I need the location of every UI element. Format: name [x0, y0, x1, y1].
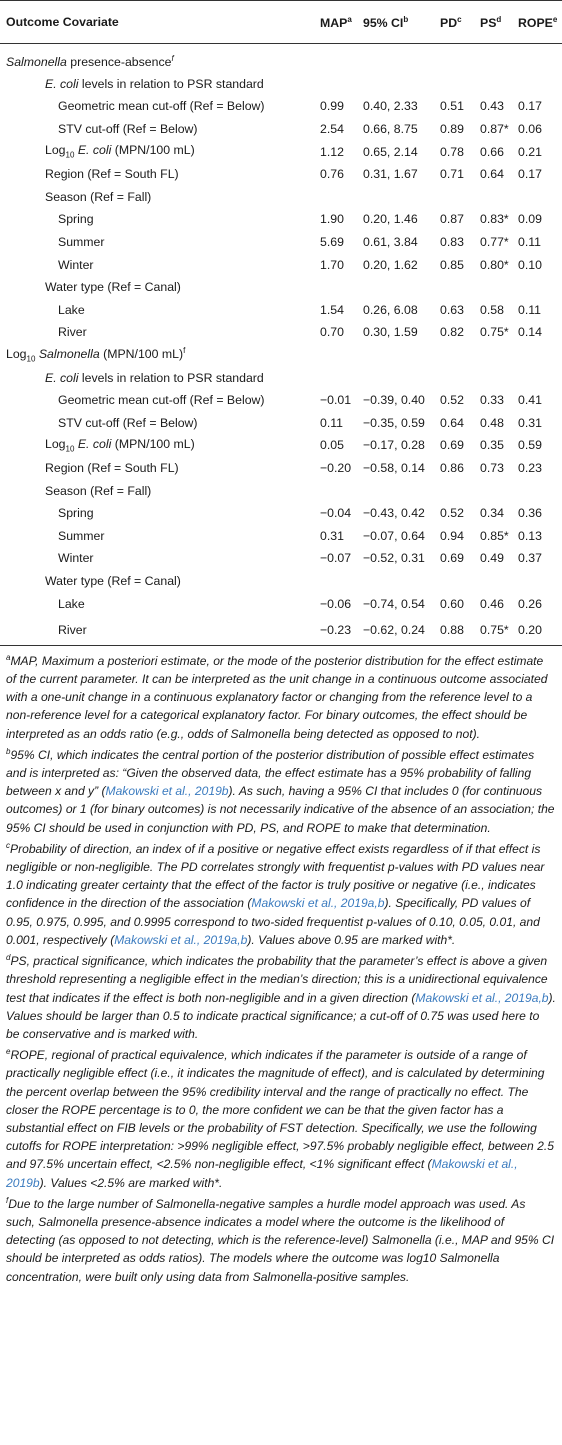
- group-ecoli-psr: E. coli levels in relation to PSR standard: [45, 76, 264, 91]
- footnote-f: $^f$Due to the large number of Salmonella-negative samples a hurdle model approach was used. As such, Salmonella presence-absence indicates a model where the outcome is the likelihood of detecting (as opposed to not detecting, which is the reference-level) Salmonella (i.e., MAP and 95% CI should be interpreted as odds ratios). The models where the outcome was log10 Salmonella concentration, were built only using data from Salmonella-positive samples.: [6, 1195, 555, 1284]
- group-water-type: Water type (Ref = Canal): [45, 280, 181, 295]
- table-row: STV cut-off (Ref = Below) 2.54 0.66, 8.75 0.89 0.87* 0.06: [58, 122, 542, 137]
- footnote-b: $^b$95% CI, which indicates the central portion of the posterior distribution of possible effect estimates and is interpreted as: “Given the observed data, the effect estimate has a 95% probability of falling between x and y” (Makowski et al., 2019b). As such, having a 95% CI that includes 0 (for continuous outcomes) or 1 (for binary outcomes) is not necessarily indicative of the absence of an association; the 95% CI should be used in conjunction with PD, PS, and ROPE to make that determination.: [6, 746, 555, 835]
- footnote-c: $^c$Probability of direction, an index of if a positive or negative effect exists regardless of if that effect is negligible or non-negligible. The PD correlates strongly with frequentist p-values with PD values near 1.0 indicating greater certainty that the effect of the factor is truly positive or negative (i.e., indicates confidence in the direction of the association (Makowski et al., 2019a,b). Specifically, PD values of 0.95, 0.975, 0.995, and 0.9995 correspond to two-sided frequentist p-values of 0.10, 0.05, 0.01, and 0.001, respectively (Makowski et al., 2019a,b). Values above 0.95 are marked with*.: [6, 840, 545, 947]
- table-row: Geometric mean cut-off (Ref = Below) 0.99 0.40, 2.33 0.51 0.43 0.17: [58, 99, 542, 114]
- header-ps: $PS^d$: [478, 1, 516, 44]
- header-outcome-covariate: Outcome Covariate: [0, 1, 318, 44]
- group-season: Season (Ref = Fall): [45, 189, 152, 204]
- header-map: MAP$^a$: [318, 1, 361, 44]
- header-ci: 95% $CI^b$: [361, 1, 438, 44]
- table-row: Log$_{10}$ E. coli (MPN/100 mL) 0.05 −0.17, 0.28 0.69 0.35 0.59: [45, 437, 542, 454]
- table-row: Summer 5.69 0.61, 3.84 0.83 0.77* 0.11: [58, 235, 542, 250]
- table-row: Winter 1.70 0.20, 1.62 0.85 0.80* 0.10: [58, 257, 542, 272]
- footnote-e: $^e$ROPE, regional of practical equivalence, which indicates if the parameter is outside of a range of practically negligible effect (i.e., it indicates the magnitude of effect), and is calculated by determining the percent overlap between the 95% credibility interval and the range of practically no effect. The closer the ROPE percentage is to 0, the more confident we can be that the given factor has a substantial effect on FIB levels or the probability of FST detection. Specifically, we use the following cutoffs for ROPE interpretation: >99% negligible effect, >97.5% probably negligible effect, between 2.5 and 97.5% uncertain effect, <2.5% non-negligible effect, <1% significant effect (Makowski et al., 2019b). Values <2.5% are marked with*.: [6, 1047, 554, 1190]
- table-row: Log$_{10}$ E. coli (MPN/100 mL) 1.12 0.65, 2.14 0.78 0.66 0.21: [45, 143, 542, 160]
- results-table: [0, 0, 562, 646]
- header-row: [0, 1, 562, 44]
- table-row: River 0.70 0.30, 1.59 0.82 0.75* 0.14: [58, 325, 542, 340]
- section-log-salmonella: Log$_{10}$ Salmonella (MPN/100 mL)$^f$: [6, 346, 186, 364]
- group-season: Season (Ref = Fall): [45, 483, 152, 498]
- citation-link[interactable]: Makowski et al., 2019a,b: [251, 896, 385, 911]
- section-presence-absence: Salmonella presence-absence$^f$: [6, 53, 174, 69]
- citation-link[interactable]: Makowski et al., 2019a,b: [415, 990, 549, 1005]
- header-pd: $PD^c$: [438, 1, 478, 44]
- table-row: Winter −0.07 −0.52, 0.31 0.69 0.49 0.37: [58, 551, 542, 566]
- table-row: River −0.23 −0.62, 0.24 0.88 0.75* 0.20: [0, 615, 562, 646]
- table-row: Spring −0.04 −0.43, 0.42 0.52 0.34 0.36: [58, 506, 542, 521]
- table-row: Region (Ref = South FL) 0.76 0.31, 1.67 0.71 0.64 0.17: [45, 167, 542, 182]
- table-row: Geometric mean cut-off (Ref = Below) −0.01 −0.39, 0.40 0.52 0.33 0.41: [58, 393, 542, 408]
- citation-link[interactable]: Makowski et al., 2019a,b: [114, 932, 248, 947]
- table-row: Lake −0.06 −0.74, 0.54 0.60 0.46 0.26: [58, 596, 542, 611]
- citation-link[interactable]: Makowski et al., 2019b: [6, 1157, 518, 1190]
- table-footnotes: [0, 646, 562, 1286]
- group-water-type: Water type (Ref = Canal): [45, 573, 181, 588]
- table-row: Summer 0.31 −0.07, 0.64 0.94 0.85* 0.13: [58, 528, 542, 543]
- table-row: Region (Ref = South FL) −0.20 −0.58, 0.14 0.86 0.73 0.23: [45, 460, 542, 475]
- table-row: Lake 1.54 0.26, 6.08 0.63 0.58 0.11: [58, 302, 542, 317]
- table-row: STV cut-off (Ref = Below) 0.11 −0.35, 0.59 0.64 0.48 0.31: [58, 415, 542, 430]
- footnote-a: $^a$MAP, Maximum a posteriori estimate, or the mode of the posterior distribution for the effect estimate of the current parameter. It can be interpreted as the unit change in a continuous outcome associated with a one-unit change in a continuous explanatory factor or changing from the reference level to a non-reference level for a categorical explanatory factor. For binary outcomes, the effect should be interpreted as an odds ratio (e.g., odds of Salmonella being detected as opposed to not).: [6, 652, 548, 741]
- group-ecoli-psr: E. coli levels in relation to PSR standard: [45, 370, 264, 385]
- table-row: Spring 1.90 0.20, 1.46 0.87 0.83* 0.09: [58, 212, 542, 227]
- citation-link[interactable]: Makowski et al., 2019b: [105, 784, 229, 799]
- footnote-d: $^d$PS, practical significance, which indicates the probability that the parameter’s effect is above a given threshold representing a negligible effect in the median’s direction; this is a unidirectional equivalence test that indicates if the effect is both non-negligible and in a given direction (Makowski et al., 2019a,b). Values should be larger than 0.5 to indicate practical significance; a cut-off of 0.75 was used here to be conservative and is marked with.: [6, 953, 556, 1041]
- header-rope: ROPE$^e$: [516, 1, 562, 44]
